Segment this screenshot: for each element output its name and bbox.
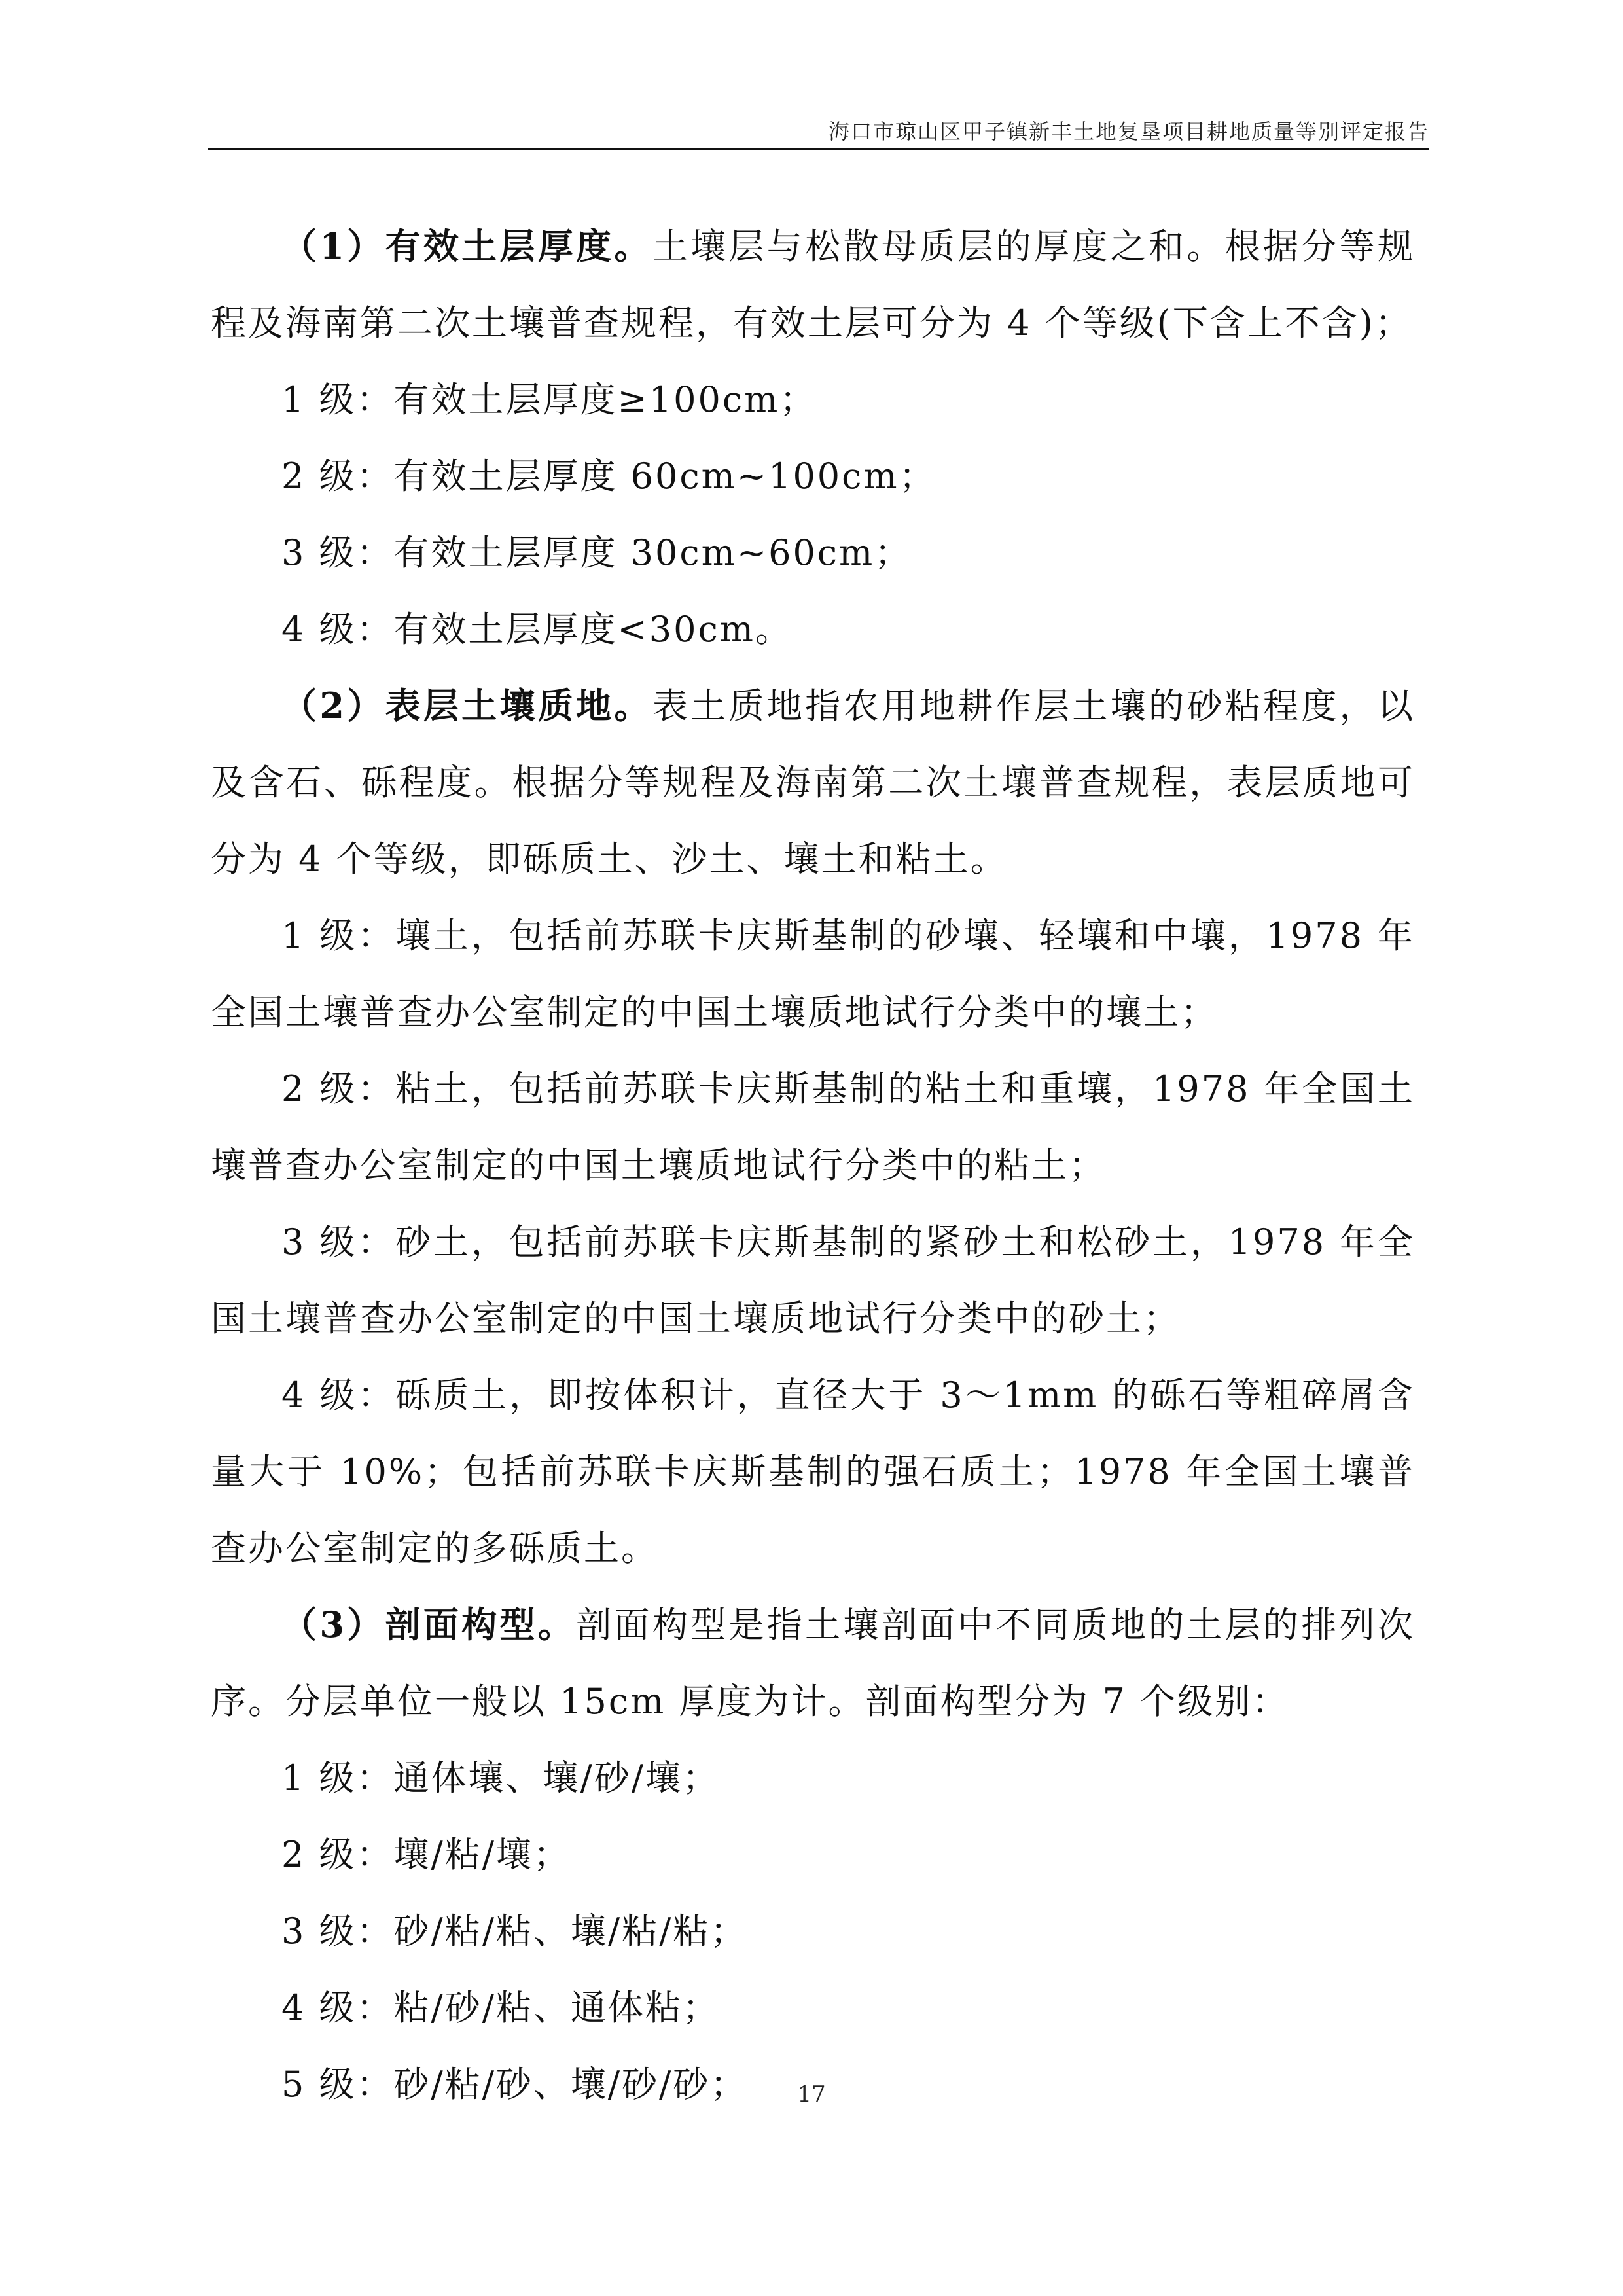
page-number: 17 xyxy=(797,2081,826,2108)
list-item: 2 级：壤/粘/壤； xyxy=(281,1834,571,1875)
running-header: 海口市琼山区甲子镇新丰土地复垦项目耕地质量等别评定报告 xyxy=(828,119,1429,144)
section-heading-surface-soil-texture: （2）表层土壤质地。 xyxy=(281,685,652,726)
list-item: 2 级：有效土层厚度 60cm~100cm； xyxy=(281,456,936,497)
list-item: 4 级：有效土层厚度<30cm。 xyxy=(281,609,793,650)
list-item: 4 级：粘/砂/粘、通体粘； xyxy=(281,1987,720,2028)
list-item: 1 级：有效土层厚度≥100cm； xyxy=(281,379,817,420)
paragraph-surface-soil-texture xyxy=(211,668,1415,897)
section-heading-effective-soil-thickness: （1）有效土层厚度。 xyxy=(281,225,652,267)
paragraph-text: 剖面构型是指土壤剖面中不同质地的土层的排列次序。分层单位一般以 15cm 厚度为计。剖面构型分为 7 个级别： xyxy=(211,1604,1415,1722)
list-item: 3 级：砂土，包括前苏联卡庆斯基制的紧砂土和松砂土，1978 年全国土壤普查办公室制定的中国土壤质地试行分类中的砂土； xyxy=(211,1221,1415,1339)
paragraph-profile-structure xyxy=(211,1587,1415,1740)
document-body xyxy=(211,208,1415,2123)
list-item: 3 级：砂/粘/粘、壤/粘/粘； xyxy=(281,1910,748,1952)
list-item: 2 级：粘土，包括前苏联卡庆斯基制的粘土和重壤，1978 年全国土壤普查办公室制定的中国土壤质地试行分类中的粘土； xyxy=(211,1068,1415,1186)
paragraph-effective-soil-thickness xyxy=(211,208,1415,361)
list-item: 3 级：有效土层厚度 30cm~60cm； xyxy=(281,532,912,573)
list-item: 1 级：通体壤、壤/砂/壤； xyxy=(281,1757,720,1799)
list-item: 4 级：砾质土，即按体积计，直径大于 3～1mm 的砾石等粗碎屑含量大于 10%；包括前苏联卡庆斯基制的强石质土；1978 年全国土壤普查办公室制定的多砾质土。 xyxy=(211,1374,1415,1569)
list-item: 1 级：壤土，包括前苏联卡庆斯基制的砂壤、轻壤和中壤，1978 年全国土壤普查办公室制定的中国土壤质地试行分类中的壤土； xyxy=(211,915,1415,1033)
section-heading-profile-structure: （3）剖面构型。 xyxy=(281,1604,577,1645)
list-item: 5 级：砂/粘/砂、壤/砂/砂； xyxy=(281,2064,748,2105)
paragraph-text: 表土质地指农用地耕作层土壤的砂粘程度，以及含石、砾程度。根据分等规程及海南第二次土壤普查规程，表层质地可分为 4 个等级，即砾质土、沙土、壤土和粘土。 xyxy=(211,685,1415,880)
paragraph-text: 土壤层与松散母质层的厚度之和。根据分等规程及海南第二次土壤普查规程，有效土层可分为 4 个等级(下含上不含)； xyxy=(211,226,1415,344)
header-divider xyxy=(208,148,1429,150)
